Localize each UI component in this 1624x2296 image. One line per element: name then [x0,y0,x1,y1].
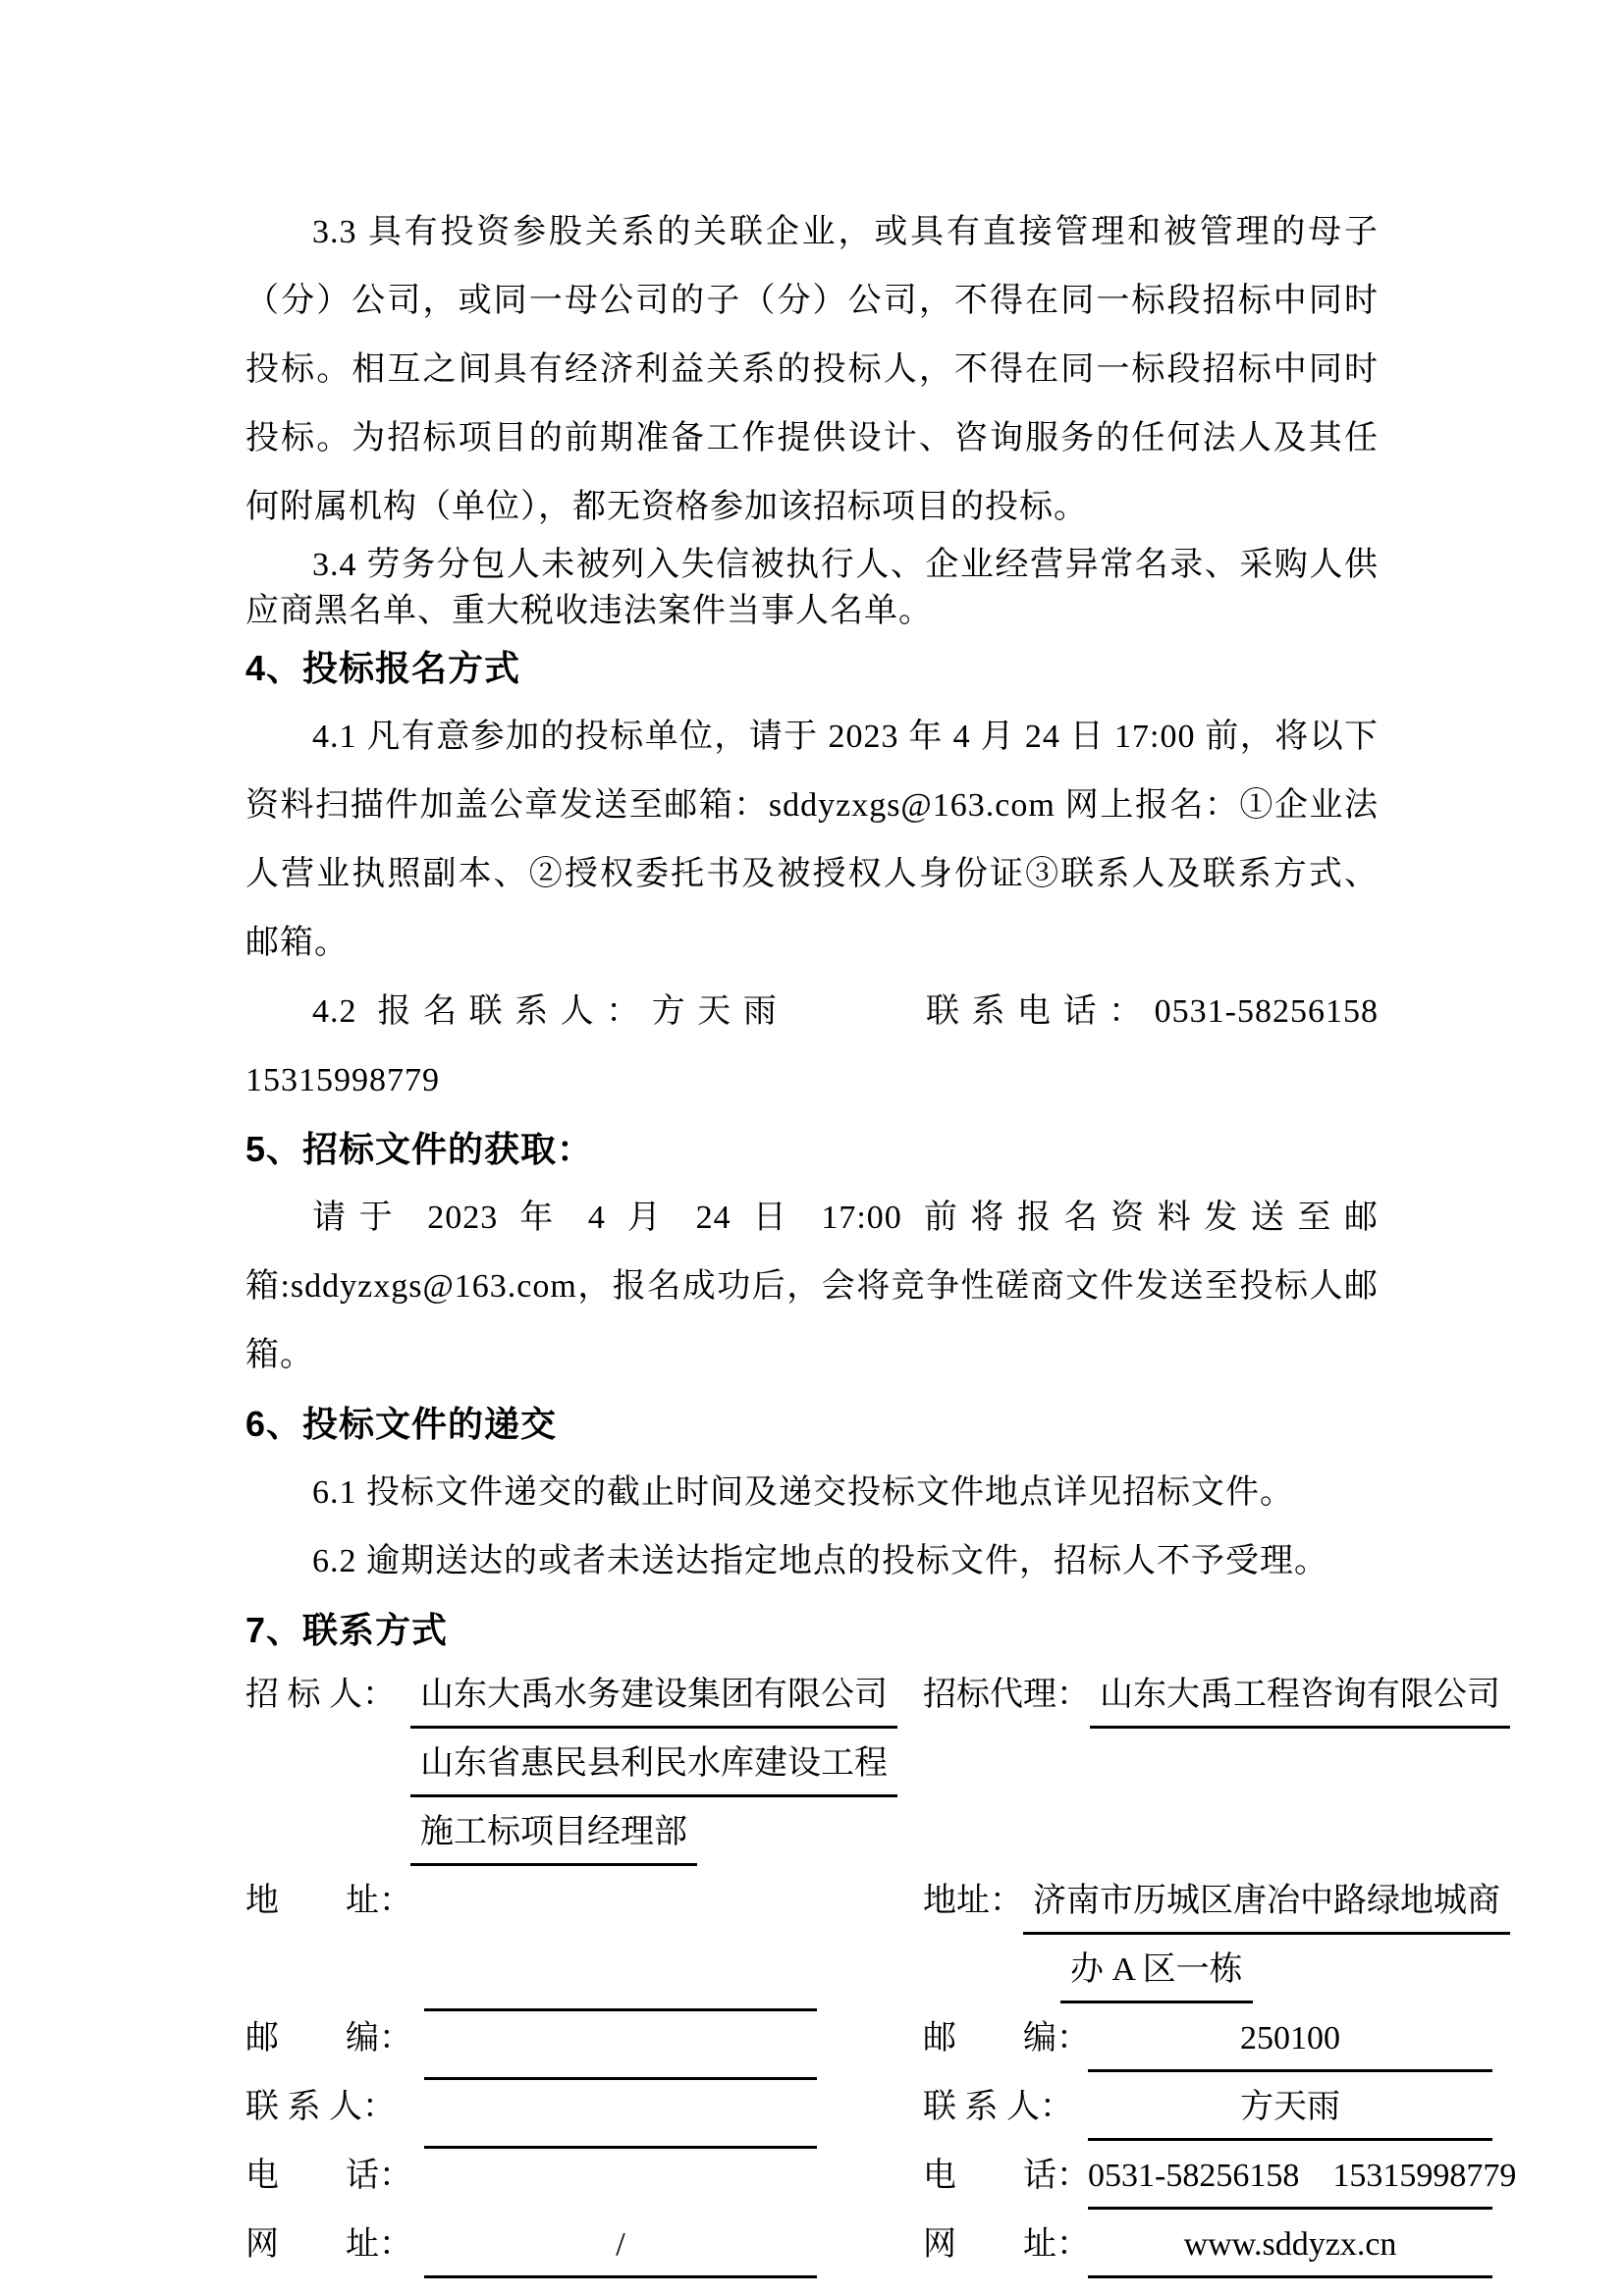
agency-phone-value: 0531-58256158 15315998779 [1088,2146,1492,2210]
contact-row-companies [245,1665,1500,1734]
paragraph-3-3: 3.3 具有投资参股关系的关联企业，或具有直接管理和被管理的母子（分）公司，或同一母公司的子（分）公司，不得在同一标段招标中同时投标。相互之间具有经济利益关系的投标人，不得在同一标段招标中同时投标。为招标项目的前期准备工作提供设计、咨询服务的任何法人及其任何附属机构（单位），都无资格参加该招标项目的投标。 [245,214,1379,525]
section-heading-4: 4、投标报名方式 [245,648,521,688]
agency-address-line2: 办 A 区一栋 [1060,1940,1253,2003]
tenderer-name-line2: 山东省惠民县利民水库建设工程 [410,1734,897,1797]
tenderer-phone-label: 电 话： [245,2158,412,2194]
tenderer-address-label: 地 址： [245,1883,412,1919]
tenderer-postcode-label: 邮 编： [245,2020,412,2056]
contact-row-person [245,2077,1492,2146]
contact-row-phone [245,2146,1517,2215]
tenderer-contact-label: 联 系 人： [245,2089,396,2125]
paragraph-6-2: 6.2 逾期送达的或者未送达指定地点的投标文件，招标人不予受理。 [312,1543,1328,1579]
section-heading-6: 6、投标文件的递交 [245,1404,558,1444]
contact-row-address [245,1871,1500,1940]
agency-address-line1: 济南市历城区唐冶中路绿地城商 [1023,1871,1510,1935]
agency-postcode-label: 邮 编： [923,2020,1090,2056]
tenderer-website-label: 网 址： [245,2226,412,2263]
agency-name: 山东大禹工程咨询有限公司 [1090,1665,1510,1729]
tenderer-contact-field [424,2077,817,2080]
agency-contact-label: 联 系 人： [923,2089,1073,2125]
agency-phone-label: 电 话： [923,2158,1090,2194]
section-heading-5: 5、招标文件的获取： [245,1129,594,1169]
paragraph-3-4: 3.4 劳务分包人未被列入失信被执行人、企业经营异常名录、采购人供应商黑名单、重大税收违法案件当事人名单。 [245,547,1379,629]
contact-row-postcode [245,2008,1492,2077]
tenderer-label: 招 标 人： [245,1677,396,1713]
contact-row-tenderer-line3 [245,1802,1492,1871]
tenderer-postcode-field [424,2008,817,2011]
paragraph-4-2: 4.2 报名联系人：方天雨 联系电话：0531-58256158 15315998779 [245,993,1447,1098]
contact-row-tenderer-line2 [245,1734,1492,1802]
agency-website-label: 网 址： [923,2226,1090,2263]
agency-postcode-value: 250100 [1088,2008,1492,2072]
tenderer-name-line3: 施工标项目经理部 [410,1802,697,1866]
contact-row-address-line2 [245,1940,1492,2008]
paragraph-6-1: 6.1 投标文件递交的截止时间及递交投标文件地点详见招标文件。 [312,1474,1294,1511]
agency-contact-value: 方天雨 [1088,2077,1492,2141]
tenderer-phone-field [424,2146,817,2149]
tenderer-website-field: / [424,2215,817,2278]
contact-table [245,1665,1517,2283]
tenderer-name: 山东大禹水务建设集团有限公司 [410,1665,897,1729]
agency-address-label: 地址： [923,1883,1023,1919]
paragraph-4-1: 4.1 凡有意参加的投标单位，请于 2023 年 4 月 24 日 17:00 前，将以下资料扫描件加盖公章发送至邮箱：sddyzxgs@163.com 网上报名：①企业法人营业执照副本、②授权委托书及被授权人身份证③联系人及联系方式、邮箱。 [245,719,1379,961]
contact-row-website [245,2215,1492,2283]
section-heading-7: 7、联系方式 [245,1610,449,1650]
agency-website-value: www.sddyzx.cn [1088,2215,1492,2278]
agency-label: 招标代理： [923,1677,1090,1713]
paragraph-5: 请于 2023 年 4 月 24 日 17:00 前将报名资料发送至邮箱:sddyzxgs@163.com，报名成功后，会将竞争性磋商文件发送至投标人邮箱。 [245,1200,1379,1373]
